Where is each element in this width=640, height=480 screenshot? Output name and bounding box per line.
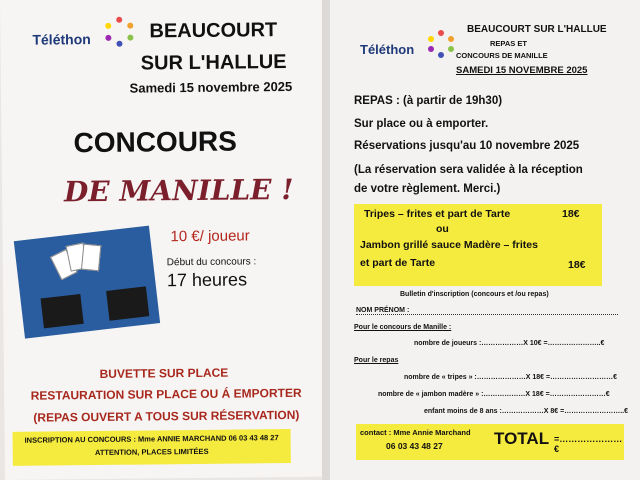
title-concours: CONCOURS [73, 125, 237, 159]
note-line1: (La réservation sera validée à la réception [354, 164, 583, 176]
note-line2: de votre règlement. Merci.) [354, 183, 501, 195]
repas-ouvert-text: (REPAS OUVERT A TOUS SUR RÉSERVATION) [33, 407, 300, 425]
inscription-box [13, 429, 291, 466]
menu-tripes-price: 18€ [562, 208, 580, 220]
inscription-text: INSCRIPTION AU CONCOURS : Mme ANNIE MARCHAND 06 03 43 48 27 [24, 433, 279, 445]
reservations: Réservations jusqu'au 10 novembre 2025 [354, 140, 580, 152]
restauration-text: RESTAURATION SUR PLACE OU Á EMPORTER [30, 385, 302, 403]
repas-line: REPAS : (à partir de 19h30) [354, 95, 503, 107]
nb-tripes-field[interactable]: nombre de « tripes » :…………………X 18€ =………………………€ [404, 374, 617, 381]
nb-jambon-field[interactable]: nombre de « jambon madère » :………………X 18€ =……………………€ [378, 391, 610, 398]
town-line1: BEAUCOURT [149, 19, 278, 43]
contact-label: contact : Mme Annie Marchand [360, 428, 471, 437]
town-line2: SUR L'HALLUE [140, 51, 287, 75]
pour-repas: Pour le repas [354, 357, 399, 364]
nb-joueurs-field[interactable]: nombre de joueurs :………………X 10€ =…………………..€ [414, 340, 605, 347]
start-label: Début du concours : [166, 256, 257, 269]
menu-tripes: Tripes – frites et part de Tarte [364, 208, 511, 220]
repas-et: REPAS ET [490, 39, 527, 48]
page-gap [322, 0, 330, 480]
town-right: BEAUCOURT SUR L'HALLUE [467, 24, 607, 35]
menu-or: ou [436, 223, 449, 235]
title-manille: DE MANILLE ! [63, 172, 294, 209]
total-box [356, 424, 624, 460]
logo-text-right: Téléthon [360, 42, 415, 57]
attention-text: ATTENTION, PLACES LIMITÉES [94, 446, 209, 458]
telethon-logo-right [360, 42, 414, 57]
menu-box [354, 204, 602, 286]
logo-text: Téléthon [32, 31, 91, 48]
menu-jambon-price: 18€ [568, 259, 586, 271]
nom-prenom-field[interactable] [356, 307, 618, 315]
event-date: Samedi 15 novembre 2025 [129, 78, 293, 96]
bulletin-title: Bulletin d'inscription (concours et /ou repas) [400, 291, 549, 298]
concours-de-manille: CONCOURS DE MANILLE [456, 51, 548, 60]
price-per-player: 10 €/ joueur [170, 227, 250, 246]
sur-place: Sur place ou à emporter. [354, 118, 489, 130]
card-players-image [14, 226, 160, 339]
enfant-field[interactable]: enfant moins de 8 ans :………………X 8€ =……………………..€ [424, 408, 629, 415]
total-label: TOTAL [494, 429, 550, 448]
right-flyer [330, 0, 640, 480]
total-field[interactable]: =…………………€ [554, 434, 623, 454]
menu-jambon-line1: Jambon grillé sauce Madère – frites [360, 239, 538, 251]
logo-flower-icon-right [426, 30, 458, 62]
date-right: SAMEDI 15 NOVEMBRE 2025 [456, 65, 588, 76]
menu-jambon-line2: et part de Tarte [360, 257, 436, 269]
pour-concours: Pour le concours de Manille : [354, 324, 452, 331]
nom-prenom-label: NOM PRÉNOM : [356, 307, 410, 314]
buvette-text: BUVETTE SUR PLACE [99, 365, 229, 381]
telethon-logo [32, 31, 91, 48]
contact-phone: 06 03 43 48 27 [386, 441, 443, 451]
start-time: 17 heures [166, 269, 248, 291]
